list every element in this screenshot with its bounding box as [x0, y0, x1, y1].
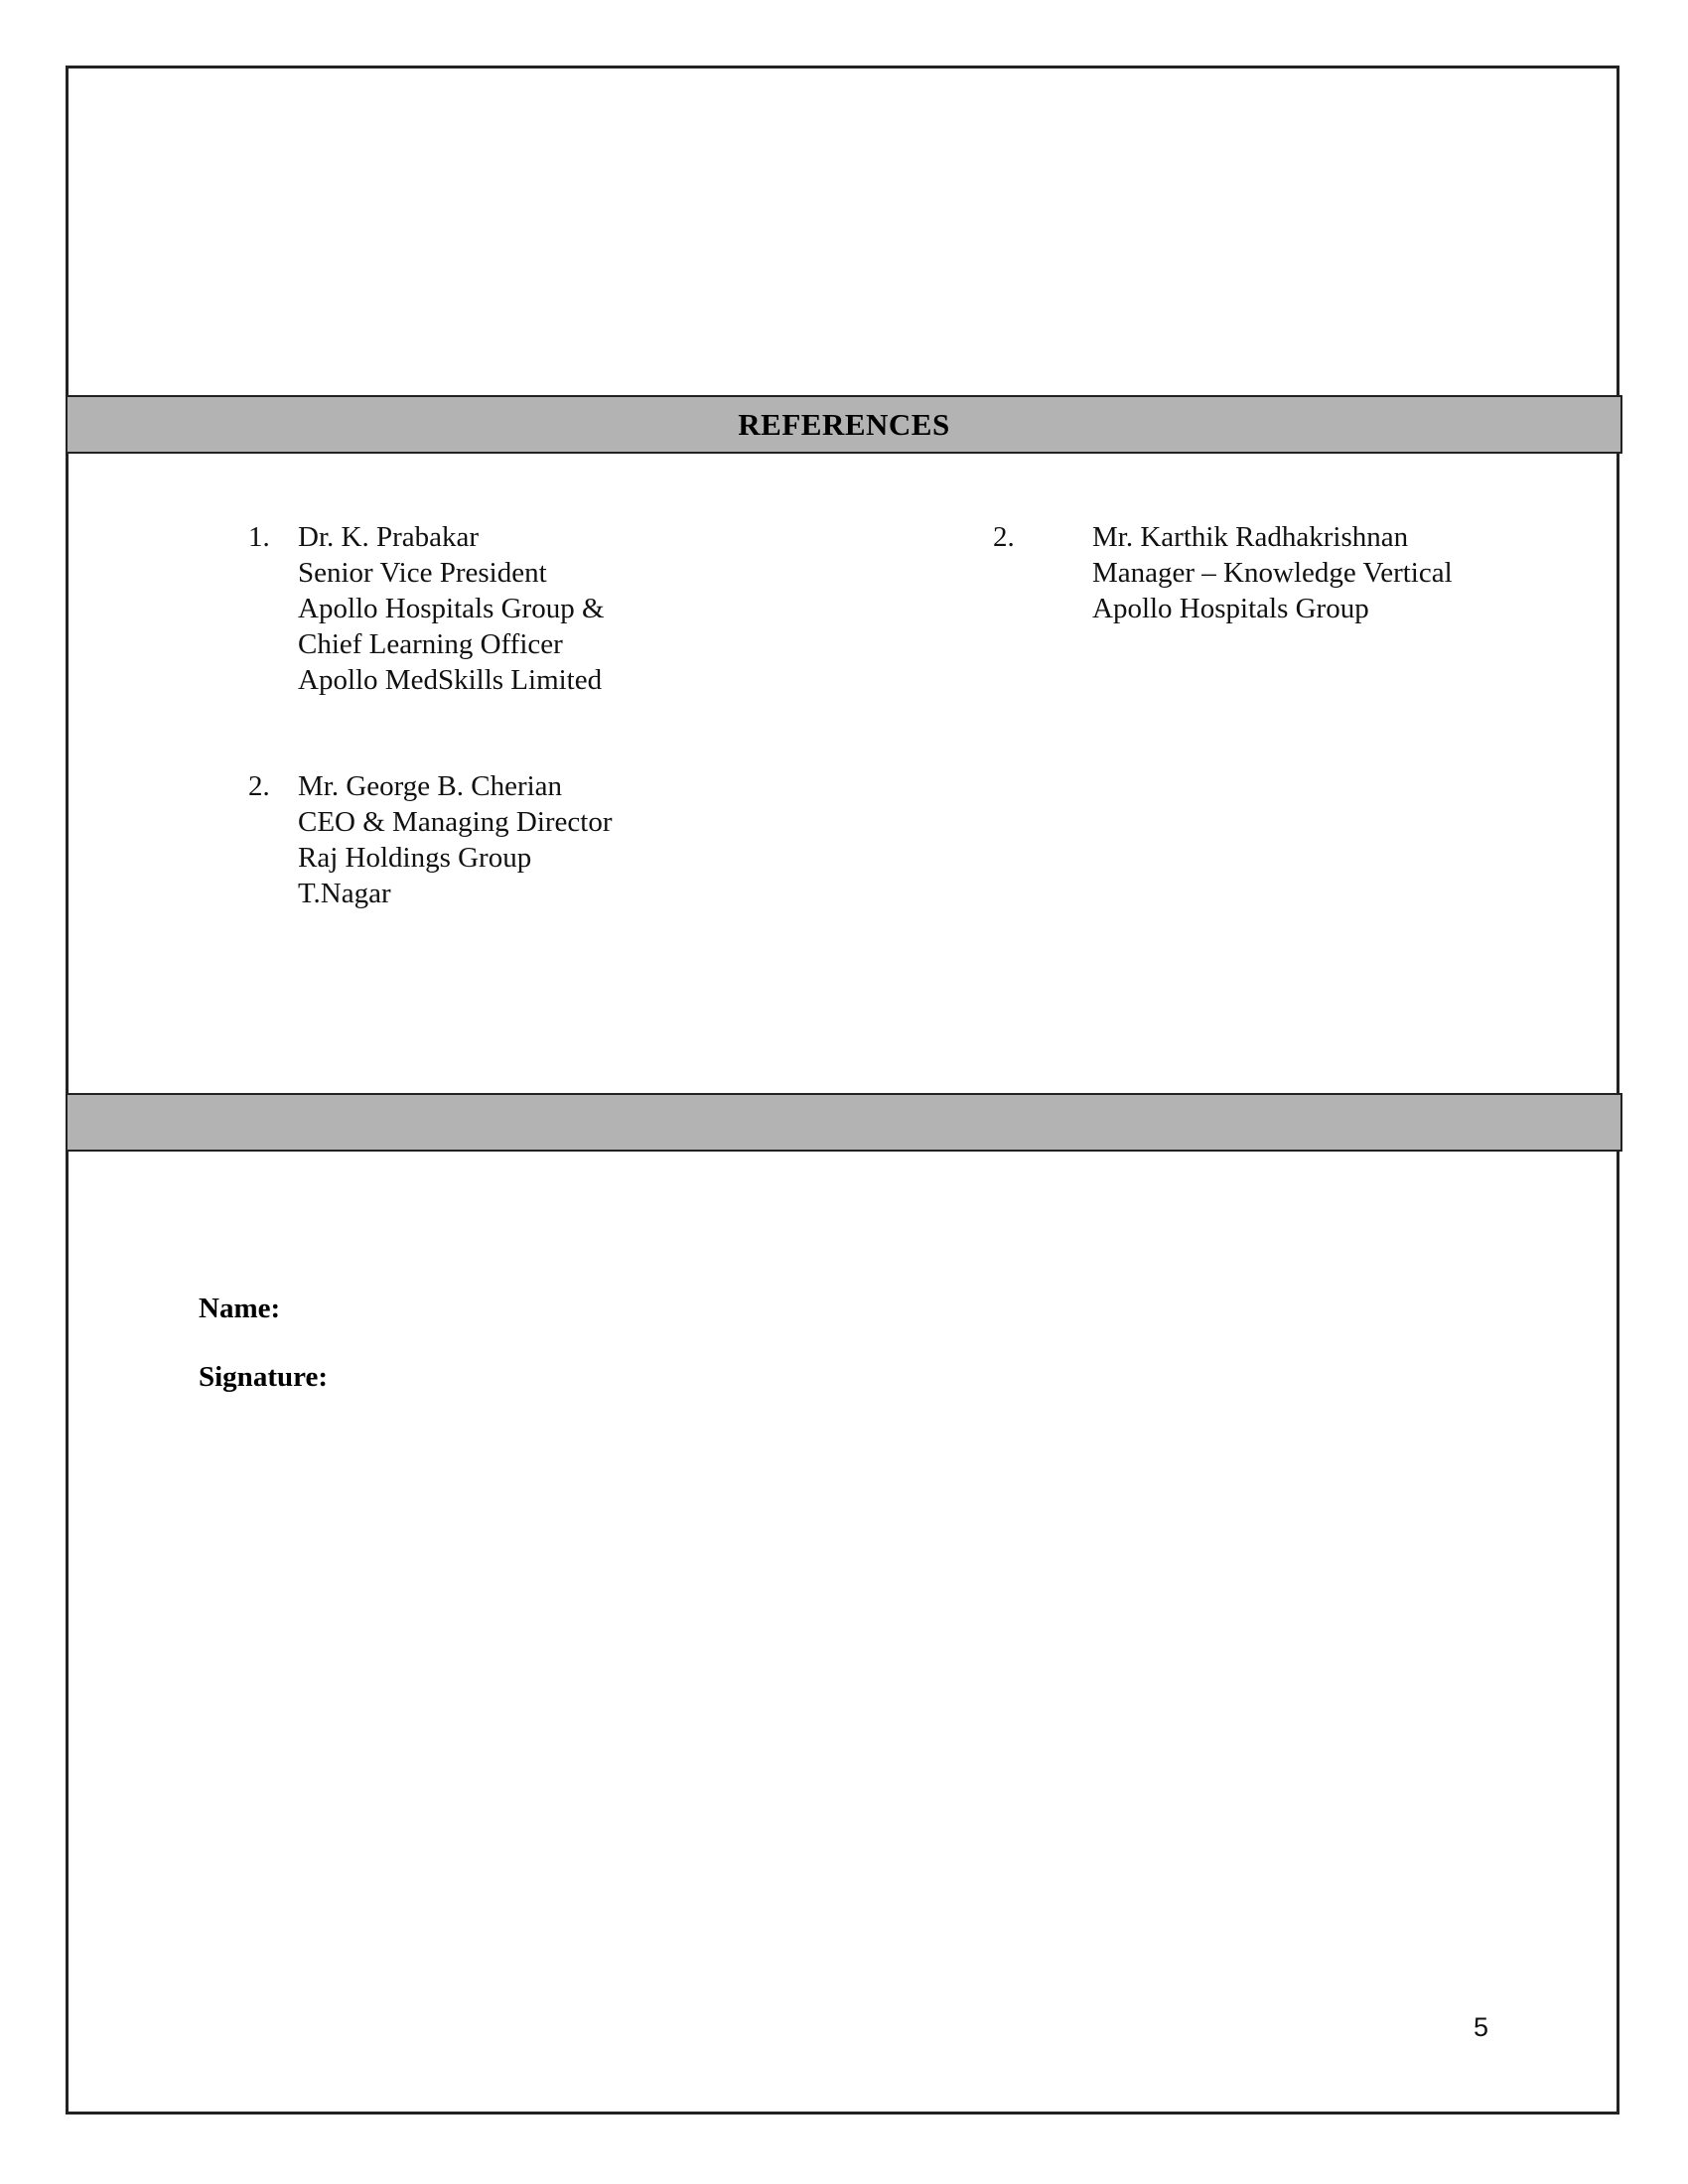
- page-border: [66, 66, 1619, 2115]
- reference-line: Chief Learning Officer: [298, 628, 563, 660]
- page-number: 5: [1474, 2012, 1489, 2042]
- reference-line: Apollo MedSkills Limited: [298, 664, 603, 696]
- reference-line: Mr. George B. Cherian: [298, 770, 563, 802]
- reference-line: Raj Holdings Group: [298, 842, 532, 874]
- name-label: Name:: [199, 1293, 281, 1324]
- reference-details: [298, 768, 613, 911]
- signature-label: Signature:: [199, 1361, 328, 1393]
- reference-line: Apollo Hospitals Group: [1092, 593, 1369, 624]
- reference-line: CEO & Managing Director: [298, 806, 613, 838]
- reference-details: [1092, 519, 1453, 626]
- reference-number: 2.: [993, 521, 1015, 553]
- reference-details: [298, 519, 605, 698]
- reference-item: [993, 519, 1549, 638]
- references-header-bar: [66, 395, 1622, 454]
- reference-line: Dr. K. Prabakar: [298, 521, 480, 553]
- reference-line: Manager – Knowledge Vertical: [1092, 557, 1453, 589]
- reference-item: [248, 768, 745, 917]
- reference-line: T.Nagar: [298, 878, 391, 909]
- reference-number: 1.: [248, 521, 270, 553]
- reference-number: 2.: [248, 770, 270, 802]
- reference-item: [248, 519, 745, 708]
- references-title: REFERENCES: [738, 406, 950, 442]
- reference-line: Mr. Karthik Radhakrishnan: [1092, 521, 1409, 553]
- declaration-header-bar: [66, 1093, 1622, 1152]
- reference-line: Apollo Hospitals Group &: [298, 593, 605, 624]
- reference-line: Senior Vice President: [298, 557, 547, 589]
